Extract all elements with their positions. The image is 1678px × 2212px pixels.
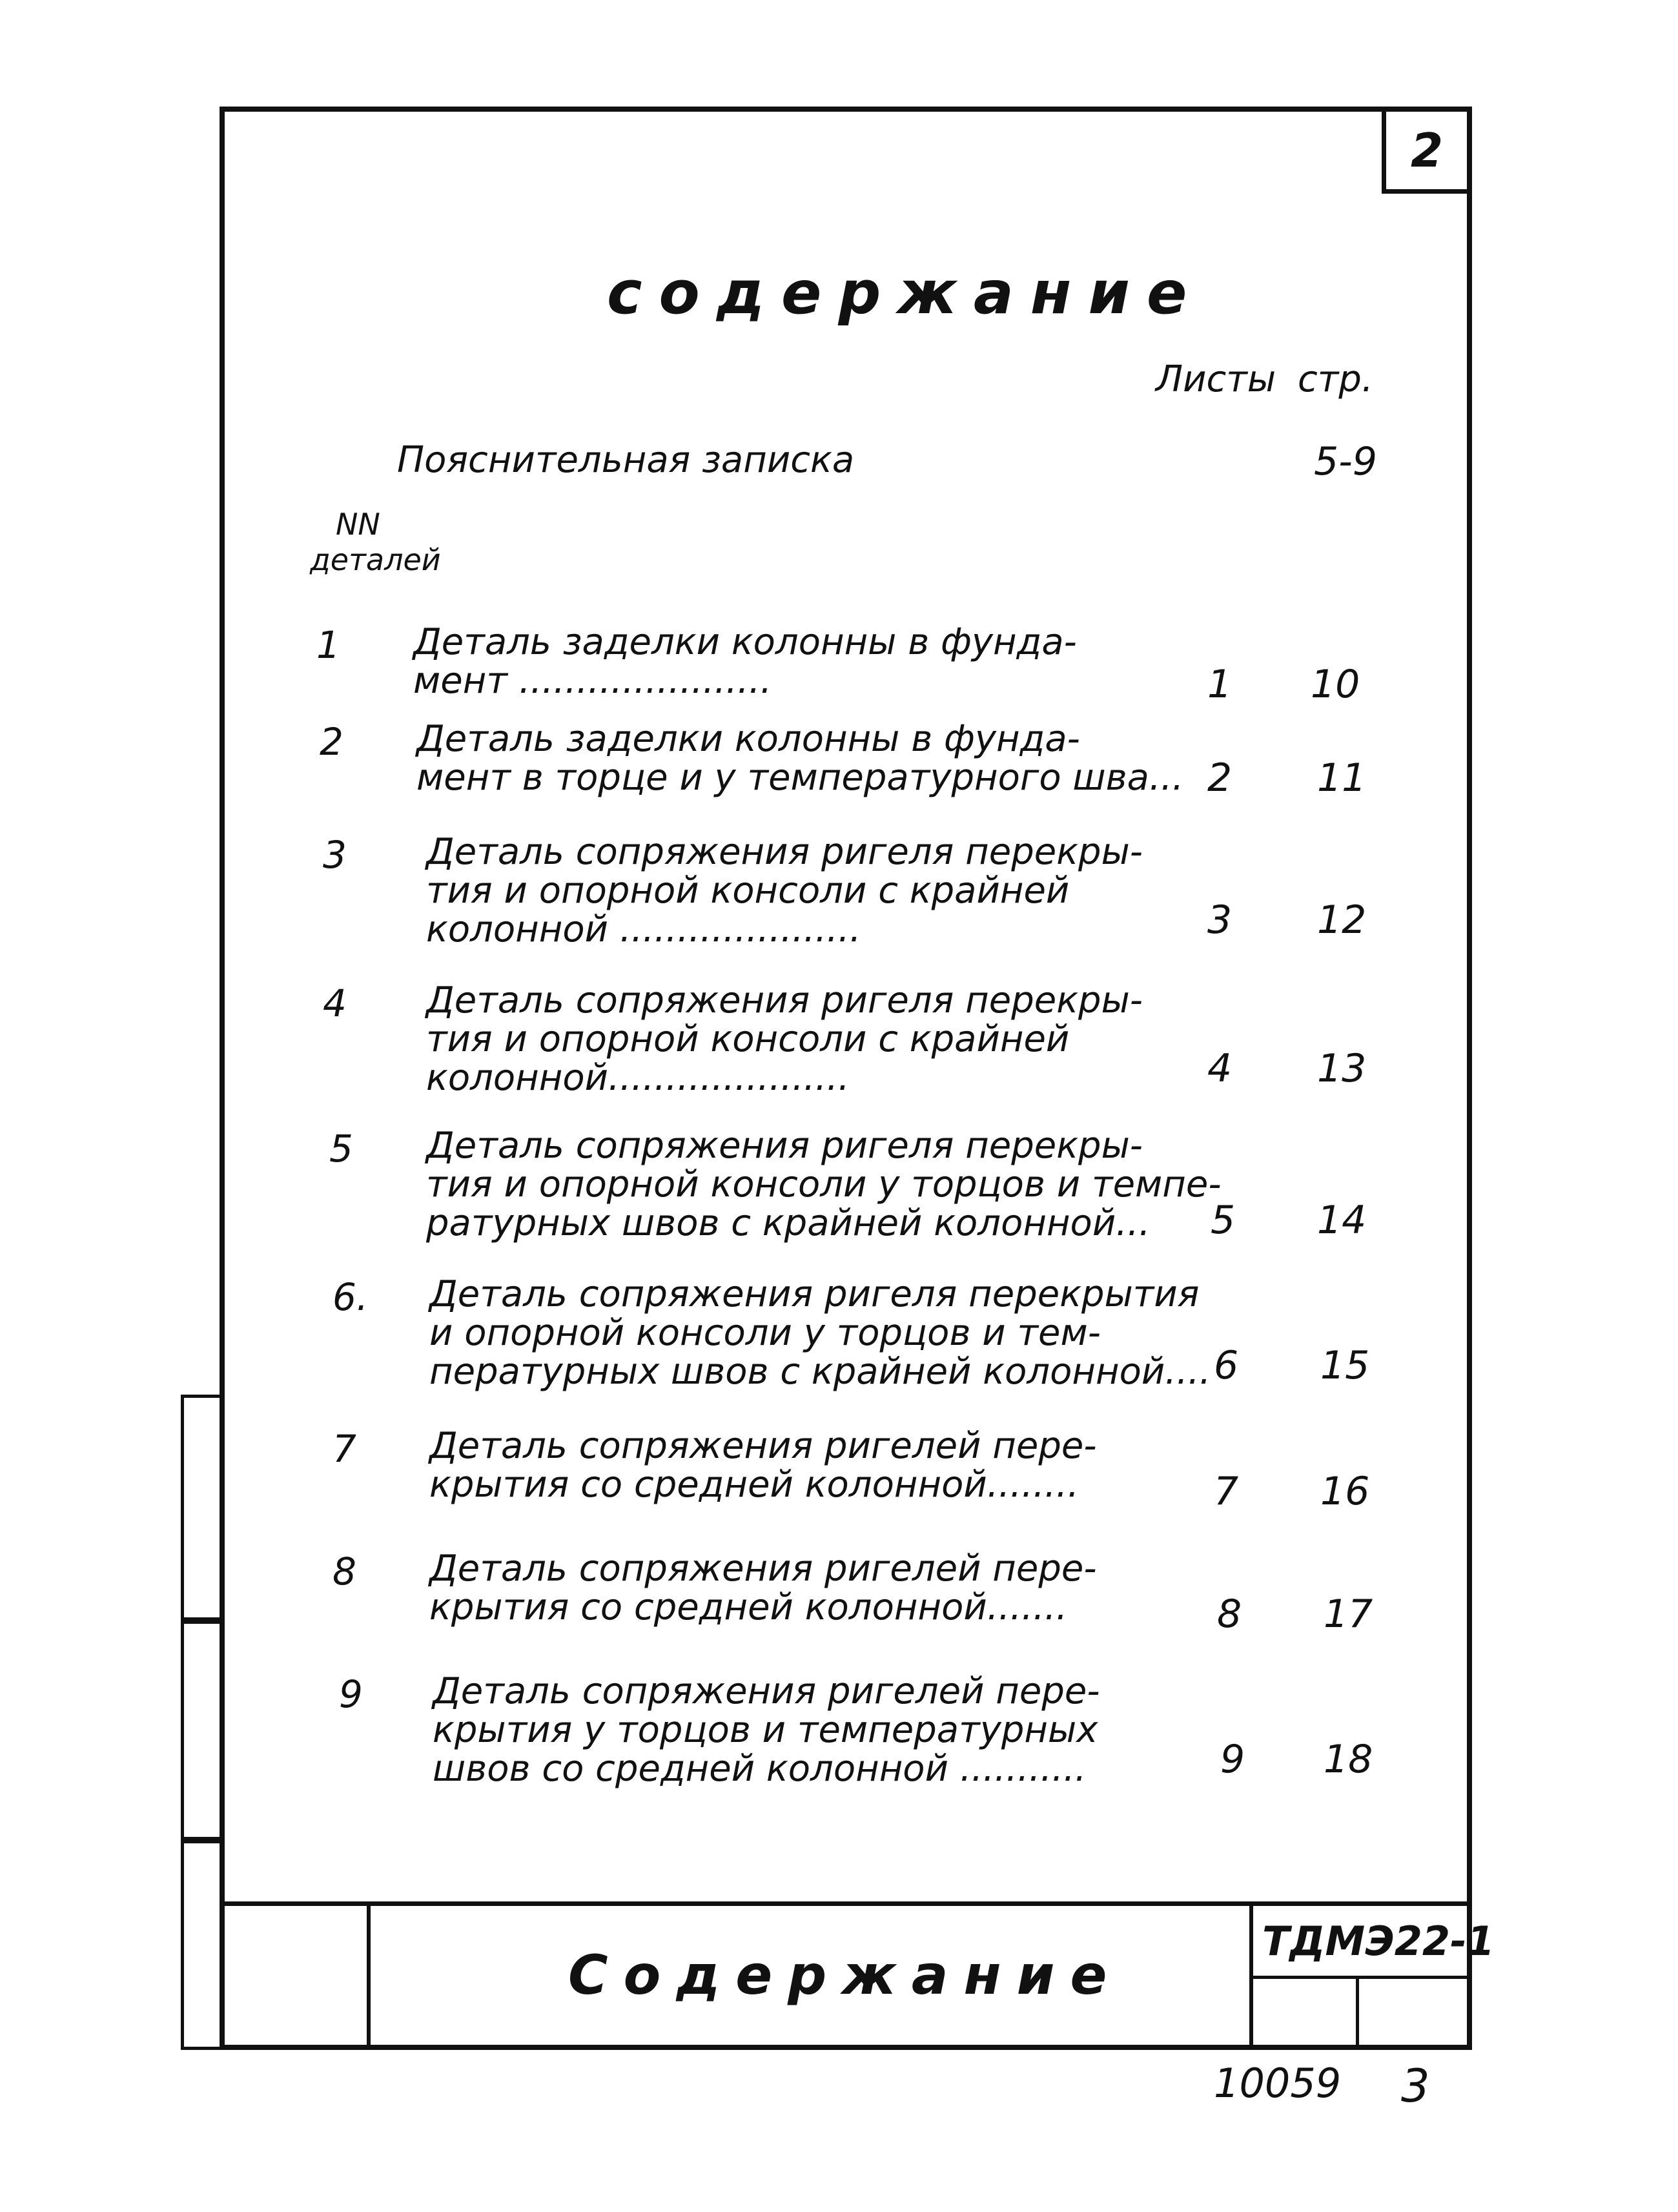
row-line: мент ...................... [413,660,772,702]
row-sheet: 4 [1207,1046,1233,1091]
title-block-divider [367,1901,371,2050]
row-sheet: 6 [1214,1343,1239,1388]
column-header-pages: стр. [1298,358,1373,400]
row-sheet: 7 [1214,1469,1239,1514]
inventory-number: 10059 [1214,2060,1342,2107]
row-page: 18 [1324,1737,1373,1782]
row-page: 14 [1317,1198,1367,1243]
row-line: Деталь заделки колонны в фунда- [413,621,1077,663]
title-block-divider [1356,1976,1359,2050]
row-page: 12 [1317,897,1367,943]
row-title [429,1275,1211,1391]
row-line: Деталь сопряжения ригелей пере- [429,1425,1097,1467]
row-line: ратурных швов с крайней колонной... [426,1202,1151,1244]
row-line: и опорной консоли у торцов и тем- [429,1312,1101,1354]
row-title [416,720,1183,797]
row-page: 10 [1311,662,1360,707]
left-binding-strip [181,1621,223,1840]
row-line: Деталь сопряжения ригеля перекры- [426,831,1143,873]
row-number: 3 [323,833,347,877]
row-line: крытия со средней колонной....... [429,1586,1068,1628]
row-line: Деталь сопряжения ригеля перекры- [426,979,1143,1021]
page-number: 3 [1401,2060,1430,2113]
row-sheet: 3 [1207,897,1233,943]
row-number: 4 [323,981,347,1025]
row-line: пературных швов с крайней колонной.... [429,1351,1211,1393]
row-number: 2 [320,720,343,764]
row-title [426,1127,1222,1243]
left-binding-strip [181,1395,223,1621]
row-number: 1 [316,623,340,667]
row-line: колонной..................... [426,1057,850,1099]
row-line: Деталь сопряжения ригелей пере- [429,1548,1097,1590]
row-title [426,833,1143,949]
row-number: 5 [329,1127,353,1171]
title-block-divider [1249,1976,1472,1979]
row-page: 13 [1317,1046,1367,1091]
row-title [413,623,1077,701]
row-line: тия и опорной консоли с крайней [426,870,1070,912]
row-title [426,981,1143,1098]
row-line: Деталь заделки колонны в фунда- [416,718,1080,760]
page-title: содержание [607,258,1204,327]
row-line: колонной ..................... [426,908,861,950]
document-code: ТДМЭ22-1 [1262,1918,1495,1965]
row-line: Деталь сопряжения ригеля перекрытия [429,1273,1200,1315]
row-sheet: 9 [1220,1737,1245,1782]
row-line: Деталь сопряжения ригеля перекры- [426,1125,1143,1167]
left-binding-strip [181,1840,223,2050]
row-number: 9 [339,1672,363,1716]
row-number: 8 [333,1550,356,1593]
row-page: 15 [1320,1343,1370,1388]
row-line: крытия со средней колонной........ [429,1464,1079,1506]
row-title [429,1427,1097,1504]
row-number: 7 [333,1427,356,1471]
details-header-nn: NN [336,507,380,542]
row-sheet: 5 [1211,1198,1236,1243]
row-line: тия и опорной консоли с крайней [426,1018,1070,1060]
note-label: Пояснительная записка [397,439,855,481]
details-header-label: деталей [310,542,441,577]
row-line: Деталь сопряжения ригелей пере- [433,1670,1100,1712]
row-sheet: 8 [1217,1592,1242,1637]
row-page: 16 [1320,1469,1370,1514]
title-block-title: Содержание [568,1943,1123,2007]
row-page: 11 [1317,755,1367,801]
row-number: 6. [333,1275,369,1319]
row-title [433,1672,1100,1788]
row-page: 17 [1324,1592,1373,1637]
row-sheet: 2 [1207,755,1233,801]
row-line: швов со средней колонной ........... [433,1748,1087,1790]
row-line: мент в торце и у температурного шва... [416,757,1184,799]
row-line: крытия у торцов и температурных [433,1709,1098,1751]
sheet-number: 2 [1382,107,1472,194]
note-pages: 5-9 [1314,439,1377,484]
row-title [429,1550,1097,1627]
column-header-sheets: Листы [1156,358,1276,400]
row-sheet: 1 [1207,662,1233,707]
row-line: тия и опорной консоли у торцов и темпе- [426,1163,1222,1205]
